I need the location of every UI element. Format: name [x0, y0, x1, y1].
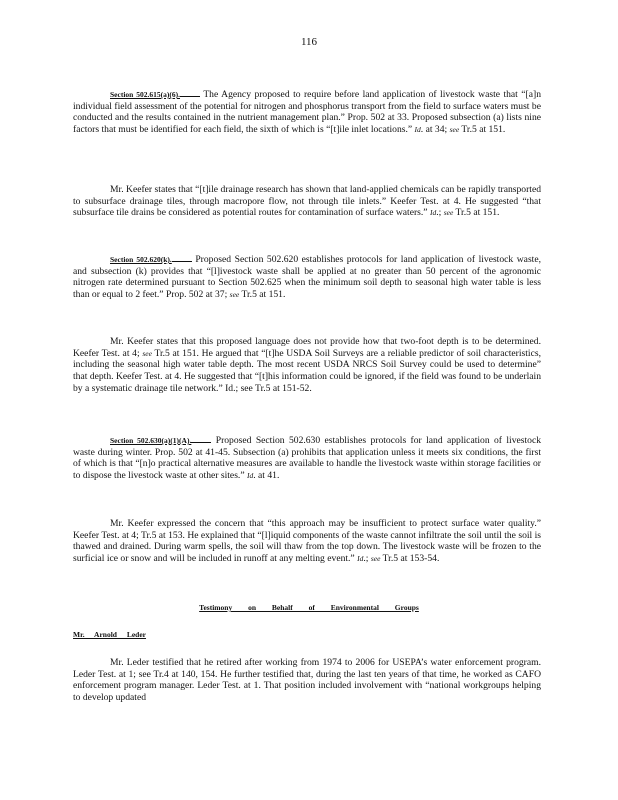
citation-see: see [443, 208, 454, 218]
paragraph-leder [73, 657, 541, 704]
paragraph-keefer-winter: Mr. Keefer expressed the concern that “this approach may be insufficient to protect surface water quality.” Keefer Test. at 4; Tr.5 at 153. He explained that “[l]iquid components of the waste cannot infiltrate the soil until the soil is thawed and drained. During warm spells, the soil will thaw from the top down. The livestock waste will be frozen to the surficial ice or snow and will be included in runoff at any melting event.” Id.; see Tr.5 at 153-54. [73, 518, 541, 565]
paragraph-text: Mr. Keefer states that this proposed language does not provide how that two-foot depth is to be determined. Keefer Test. at 4; [73, 336, 541, 359]
paragraph-text: Mr. Keefer expressed the concern that “this approach may be insufficient to protect surface water quality.” Keefer Test. at 4; Tr.5 at 153. He explained that “[l]iquid components of the waste cannot infiltrate the soil until the soil is thawed and drained. During warm spells, the soil will thaw from the top down. The livestock waste will be frozen to the surficial ice or snow and will be included in runoff at any melting event.” [73, 518, 541, 565]
citation-id: Id [429, 208, 437, 218]
page-number: 116 [300, 36, 318, 48]
citation-id: Id [357, 554, 364, 564]
citation-id: Id [414, 125, 421, 135]
citation-see: see [142, 348, 152, 358]
citation-id: Id [247, 471, 254, 481]
paragraph-text: Proposed Section 502.620 establishes protocols for land application of livestock waste, and subsection (k) provides that “[l]ivestock waste shall be applied at no greater than 50 percent of the agronomic nitrogen rate determined pursuant to Section 502.625 when the minimum soil depth to seasonal high water table is less than or equal to 2 feet.” Prop. 502 at 37; [73, 254, 541, 301]
paragraph-text: Mr. Keefer states that “[t]ile drainage research has shown that land-applied chemicals can be rapidly transported to subsurface drainage tiles, through macropore flow, not through tile inlets.” Keefer Test. at 4. He suggested “that subsurface tile drains be considered as potential routes for contamination of surface waters.” [73, 184, 541, 219]
citation-see: see [449, 125, 460, 135]
section-heading: Section 502.630(a)(1)(A). [110, 436, 192, 445]
section-title: Testimony on Behalf of Environmental Groups [199, 603, 419, 612]
section-heading: Section 502.615(a)(6). [110, 90, 181, 99]
paragraph-section-502-630: Section 502.630(a)(1)(A). Proposed Section 502.630 establishes protocols for land application of livestock waste during winter. Prop. 502 at 41-45. Subsection (a) prohibits that application unless it meets six conditions, the first of which is that “[n]o practical alternative measures are available to handle the livestock waste within storage facilities or to dispose the livestock waste at other sites.” Id. at 41. [73, 435, 542, 482]
paragraph-text: The Agency proposed to require before land application of livestock waste that “[a]n individual field assessment of the potential for nitrogen and phosphorus transport from the field to surface waters must be conducted and the results contained in the nutrient management plan.” Prop. 502 at 33. Proposed subsection (a) lists nine factors that must be identified for each field, the sixth of which is “[t]ile inlet locations.” [73, 89, 541, 136]
paragraph-keefer-tile-drainage: Mr. Keefer states that “[t]ile drainage research has shown that land-applied chemicals can be rapidly transported to subsurface drainage tiles, through macropore flow, not through tile inlets.” Keefer Test. at 4. He suggested “that subsurface tile drains be considered as potential routes for contamination of surface waters.” Id.; see Tr.5 at 151. [73, 184, 541, 219]
paragraph-section-502-620: Section 502.620(k). Proposed Section 502.620 establishes protocols for land application of livestock waste, and subsection (k) provides that “[l]ivestock waste shall be applied at no greater than 50 percent of the agronomic nitrogen rate determined pursuant to Section 502.625 when the minimum soil depth to seasonal high water table is less than or equal to 2 feet.” Prop. 502 at 37; see Tr.5 at 151. [73, 254, 541, 301]
paragraph-keefer-depth: Mr. Keefer states that this proposed language does not provide how that two-foot depth is to be determined. Keefer Test. at 4; see Tr.5 at 151. He argued that “[t]he USDA Soil Surveys are a reliable predictor of soil characteristics, including the seasonal high water table depth. The most recent USDA NRCS Soil Survey could be used to determine” that depth. Keefer Test. at 4. He suggested that “[t]his information could be ignored, if the field was found to be underlain by a systematic drainage tile network.” Id.; see Tr.5 at 151-52. [73, 336, 541, 394]
citation-see: see [229, 290, 240, 300]
paragraph-section-502-615: Section 502.615(a)(6). The Agency proposed to require before land application of livestock waste that “[a]n individual field assessment of the potential for nitrogen and phosphorus transport from the field to surface waters must be conducted and the results contained in the nutrient management plan.” Prop. 502 at 33. Proposed subsection (a) lists nine factors that must be identified for each field, the sixth of which is “[t]ile inlet locations.” Id. at 34; see Tr.5 at 151. [73, 89, 541, 136]
paragraph-text: Mr. Leder testified that he retired after working from 1974 to 2006 for USEPA’s water enforcement program. Leder Test. at 1; see Tr.4 at 140, 154. He further testified that, during the last ten years of that time, he worked as CAFO enforcement program manager. Leder Test. at 1. That position included involvement with “national workgroups helping to develop updated [73, 657, 541, 704]
paragraph-text: Proposed Section 502.630 establishes protocols for land application of livestock waste during winter. Prop. 502 at 41-45. Subsection (a) prohibits that application unless it meets six conditions, the first of which is that “[n]o practical alternative measures are available to handle the livestock waste within storage facilities or to dispose the livestock waste at other sites.” [73, 435, 542, 482]
citation-see: see [370, 554, 381, 564]
section-heading: Section 502.620(k). [110, 255, 172, 264]
person-heading: Mr. Arnold Leder [73, 630, 147, 639]
